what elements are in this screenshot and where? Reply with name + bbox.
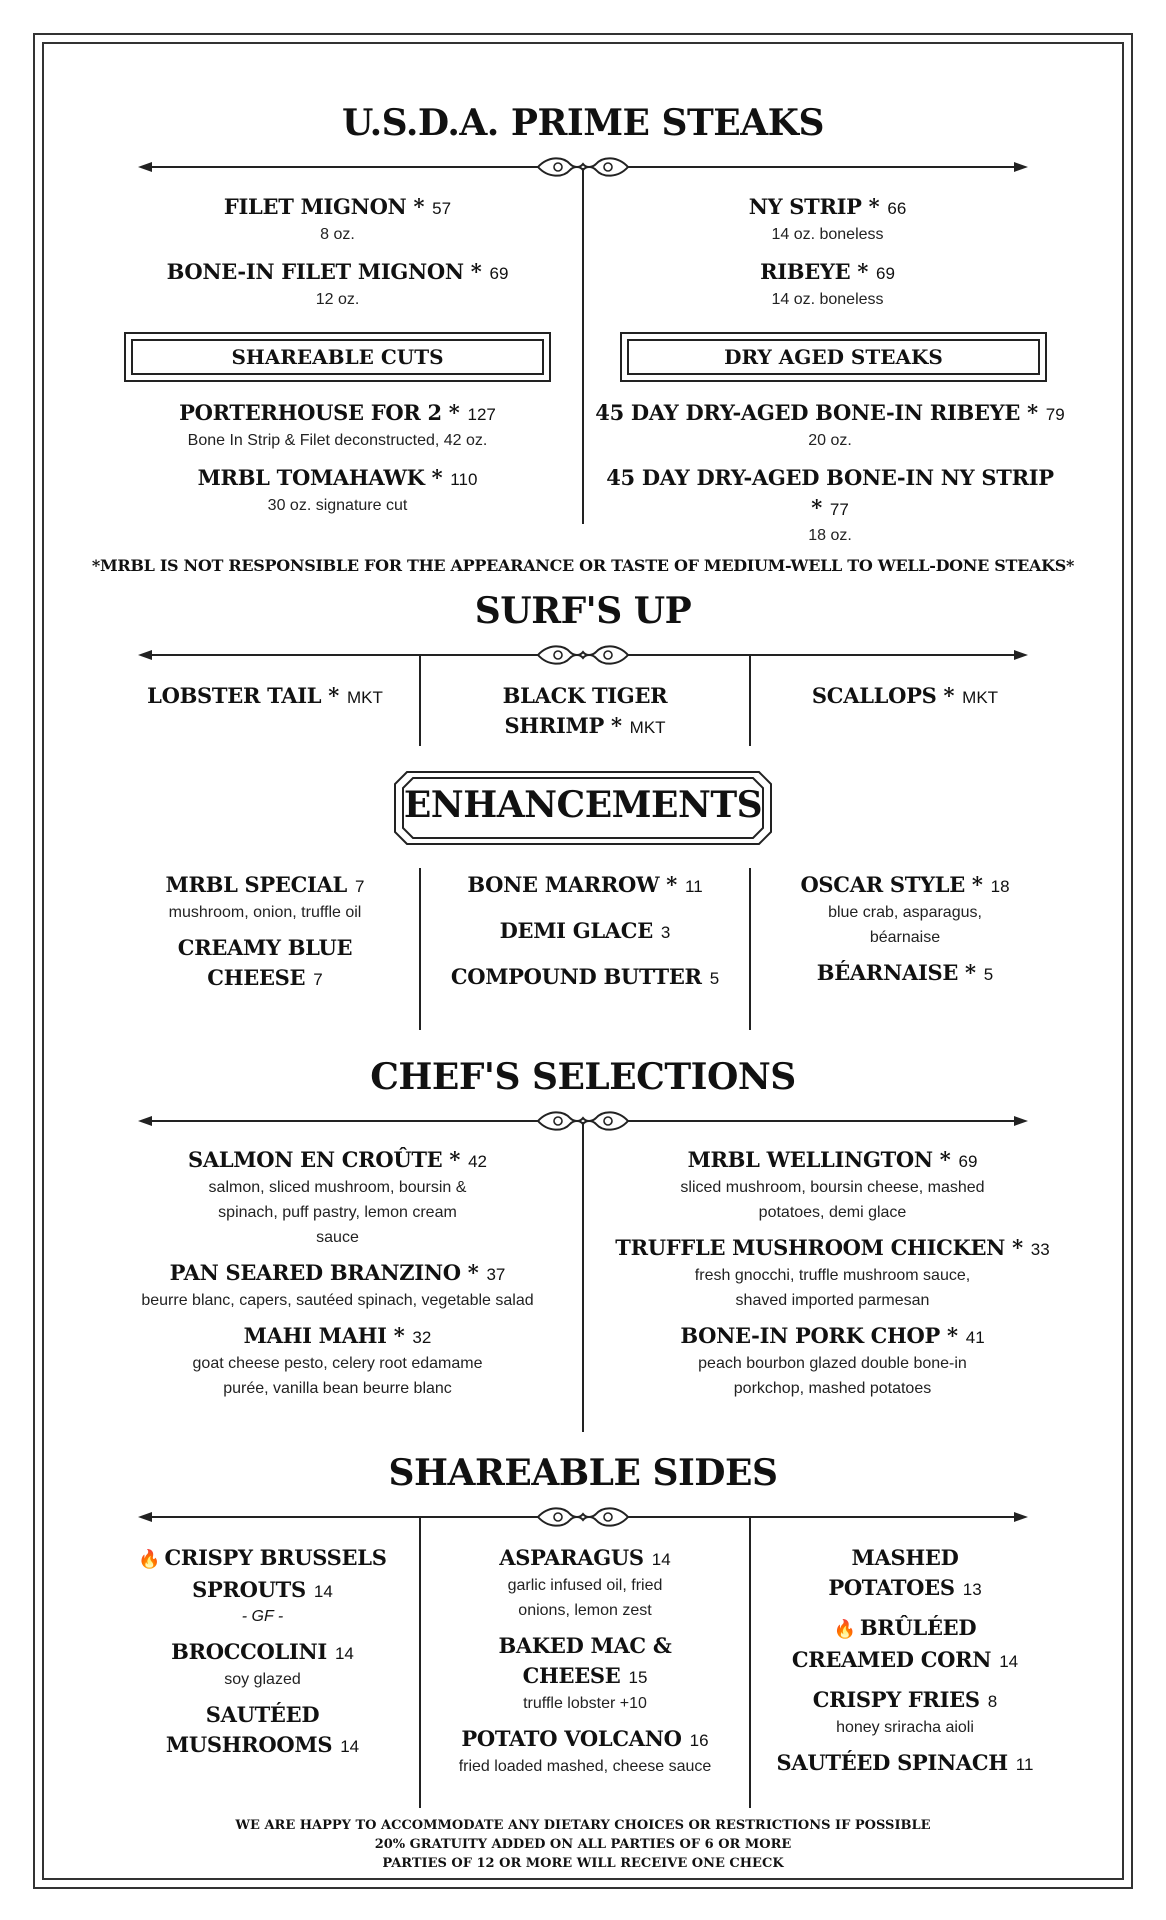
item-desc: peach bourbon glazed double bone-in xyxy=(698,1355,967,1372)
chef-left-column xyxy=(105,1145,570,1409)
item-name: BROCCOLINI xyxy=(171,1639,327,1664)
item-name: BLACK TIGER xyxy=(502,683,668,708)
footer-line: PARTIES OF 12 OR MORE WILL RECEIVE ONE CHECK xyxy=(382,1856,784,1871)
footer-line: WE ARE HAPPY TO ACCOMMODATE ANY DIETARY CHOICES OR RESTRICTIONS IF POSSIBLE xyxy=(235,1818,931,1833)
item-name: 🔥 CRISPY BRUSSELS xyxy=(138,1545,387,1570)
menu-item xyxy=(105,1258,570,1313)
dry-aged-label: DRY AGED STEAKS xyxy=(620,332,1047,382)
item-price: 14 xyxy=(340,1737,360,1756)
column-divider xyxy=(749,868,751,1030)
item-name: POTATO VOLCANO xyxy=(461,1726,682,1751)
menu-item xyxy=(590,463,1070,548)
menu-item xyxy=(600,1233,1065,1313)
item-name: ASPARAGUS xyxy=(499,1545,644,1570)
item-name: PAN SEARED BRANZINO * xyxy=(169,1260,479,1285)
item-price: MKT xyxy=(346,688,383,707)
item-desc: shaved imported parmesan xyxy=(735,1292,930,1309)
flame-icon: 🔥 xyxy=(138,1549,161,1570)
item-price: 66 xyxy=(887,199,907,218)
item-desc: 14 oz. boneless xyxy=(771,226,884,243)
steaks-left-column xyxy=(110,192,565,322)
item-desc: purée, vanilla bean beurre blanc xyxy=(223,1380,452,1397)
steaks-title: U.S.D.A. PRIME STEAKS xyxy=(342,102,824,144)
item-name: FILET MIGNON * xyxy=(223,194,425,219)
item-name: MRBL WELLINGTON * xyxy=(687,1147,951,1172)
menu-item xyxy=(760,958,1050,988)
item-desc: fresh gnocchi, truffle mushroom sauce, xyxy=(694,1267,971,1284)
menu-item xyxy=(600,192,1055,247)
item-price: 69 xyxy=(958,1152,978,1171)
item-price: 41 xyxy=(965,1328,985,1347)
item-price: 18 xyxy=(990,877,1010,896)
item-desc: Bone In Strip & Filet deconstructed, 42 oz. xyxy=(187,432,488,449)
shareable-cuts-label: SHAREABLE CUTS xyxy=(124,332,551,382)
item-desc: beurre blanc, capers, sautéed spinach, vegetable salad xyxy=(141,1292,534,1309)
item-desc: porkchop, mashed potatoes xyxy=(733,1380,932,1397)
menu-item xyxy=(600,1321,1065,1401)
enhancements-left-column xyxy=(120,870,410,993)
item-name: COMPOUND BUTTER xyxy=(450,964,702,989)
enhancements-middle-column xyxy=(430,870,740,992)
item-price: 14 xyxy=(313,1582,333,1601)
item-name: BONE-IN PORK CHOP * xyxy=(680,1323,958,1348)
item-name: CREAMY BLUE xyxy=(177,935,353,960)
menu-item xyxy=(115,1543,410,1629)
item-desc: spinach, puff pastry, lemon cream xyxy=(218,1204,457,1221)
item-desc: potatoes, demi glace xyxy=(758,1204,907,1221)
menu-item xyxy=(110,257,565,312)
item-price: 69 xyxy=(876,264,895,283)
item-desc: béarnaise xyxy=(869,929,941,946)
item-price: 15 xyxy=(628,1668,648,1687)
column-divider xyxy=(749,1518,751,1808)
menu-item xyxy=(110,463,565,518)
item-name: LOBSTER TAIL * xyxy=(147,683,339,708)
item-price: 42 xyxy=(468,1152,487,1171)
shareable-cuts-column xyxy=(110,398,565,528)
item-price: 7 xyxy=(355,877,365,896)
item-desc: onions, lemon zest xyxy=(518,1602,652,1619)
item-price: 13 xyxy=(962,1580,982,1599)
item-name: CHEESE xyxy=(207,965,306,990)
item-name: MAHI MAHI * xyxy=(243,1323,405,1348)
item-name: SPROUTS xyxy=(192,1577,306,1602)
column-divider xyxy=(419,868,421,1030)
item-price: 5 xyxy=(709,969,720,988)
column-divider xyxy=(582,168,584,524)
menu-item xyxy=(110,398,565,453)
item-name: PORTERHOUSE FOR 2 * xyxy=(179,400,460,425)
item-name: BAKED MAC & xyxy=(498,1633,672,1658)
gf-note: - GF - xyxy=(241,1608,284,1625)
item-price: 127 xyxy=(467,405,496,424)
item-price: 14 xyxy=(334,1644,354,1663)
item-name: MUSHROOMS xyxy=(165,1732,333,1757)
item-price: 11 xyxy=(685,877,703,896)
item-price: 14 xyxy=(651,1550,671,1569)
item-desc: 18 oz. xyxy=(808,527,852,544)
steak-disclaimer: *MRBL IS NOT RESPONSIBLE FOR THE APPEARANCE OR TASTE OF MEDIUM-WELL TO WELL-DONE STEAKS* xyxy=(91,556,1075,575)
item-name: 🔥 BRÛLÉED xyxy=(833,1615,977,1640)
menu-item xyxy=(760,1613,1050,1675)
column-divider xyxy=(582,1122,584,1432)
item-name: 45 DAY DRY-AGED BONE-IN RIBEYE * xyxy=(595,400,1038,425)
item-desc: 30 oz. signature cut xyxy=(267,497,408,514)
item-name: BONE-IN FILET MIGNON * xyxy=(166,259,482,284)
item-desc: goat cheese pesto, celery root edamame xyxy=(192,1355,483,1372)
menu-item xyxy=(105,1145,570,1250)
item-price: 79 xyxy=(1045,405,1065,424)
item-desc: sauce xyxy=(316,1229,359,1246)
item-desc: 14 oz. boneless xyxy=(771,291,884,308)
item-price: 69 xyxy=(489,264,509,283)
menu-item xyxy=(760,1748,1050,1778)
sides-left-column xyxy=(115,1543,410,1760)
menu-item xyxy=(120,870,410,925)
item-name: BONE MARROW * xyxy=(467,872,677,897)
enhancements-title: ENHANCEMENTS xyxy=(403,784,763,826)
item-name: MRBL TOMAHAWK * xyxy=(197,465,443,490)
menu-item xyxy=(760,681,1050,711)
item-price: 11 xyxy=(1015,1755,1034,1774)
ornament-divider xyxy=(138,1502,1028,1532)
menu-item xyxy=(105,1321,570,1401)
menu-item xyxy=(430,870,740,900)
item-price: MKT xyxy=(629,718,666,737)
menu-item xyxy=(115,1700,410,1760)
menu-item xyxy=(120,933,410,993)
enhancements-right-column xyxy=(760,870,1050,988)
item-name: OSCAR STYLE * xyxy=(800,872,983,897)
column-divider xyxy=(419,1518,421,1808)
item-name: DEMI GLACE xyxy=(499,918,653,943)
menu-item xyxy=(760,870,1050,950)
item-desc: honey sriracha aioli xyxy=(836,1719,974,1736)
ornament-divider xyxy=(138,640,1028,670)
item-desc: sliced mushroom, boursin cheese, mashed xyxy=(680,1179,985,1196)
item-name: NY STRIP * xyxy=(748,194,880,219)
item-name: SAUTÉED xyxy=(205,1702,320,1727)
item-price: 16 xyxy=(689,1731,709,1750)
item-price: 33 xyxy=(1030,1240,1050,1259)
item-name: SALMON EN CROÛTE * xyxy=(187,1147,461,1172)
menu-item xyxy=(600,257,1055,312)
surf-title: SURF'S UP xyxy=(474,590,692,632)
item-name: CREAMED CORN xyxy=(791,1647,992,1672)
item-name: BÉARNAISE * xyxy=(816,960,976,985)
column-divider xyxy=(749,656,751,746)
item-name: SHRIMP * xyxy=(504,713,622,738)
menu-item xyxy=(430,916,740,946)
dry-aged-column xyxy=(590,398,1070,558)
item-name: TRUFFLE MUSHROOM CHICKEN * xyxy=(615,1235,1023,1260)
menu-item xyxy=(760,1543,1050,1603)
item-desc: mushroom, onion, truffle oil xyxy=(168,904,362,921)
item-desc: blue crab, asparagus, xyxy=(828,904,982,921)
item-name: SCALLOPS * xyxy=(811,683,955,708)
menu-item xyxy=(115,1637,410,1692)
menu-item xyxy=(590,398,1070,453)
item-price: 110 xyxy=(450,470,478,489)
chef-right-column xyxy=(600,1145,1065,1409)
footer-notes xyxy=(0,1816,1166,1873)
item-desc: fried loaded mashed, cheese sauce xyxy=(458,1758,712,1775)
item-price: 7 xyxy=(313,970,323,989)
item-desc: salmon, sliced mushroom, boursin & xyxy=(208,1179,467,1196)
item-price: 57 xyxy=(432,199,452,218)
item-name: MASHED xyxy=(851,1545,959,1570)
chef-title: CHEF'S SELECTIONS xyxy=(370,1056,796,1098)
sides-right-column xyxy=(760,1543,1050,1778)
item-desc: soy glazed xyxy=(224,1671,301,1688)
flame-icon: 🔥 xyxy=(833,1619,856,1640)
item-name: CRISPY FRIES xyxy=(812,1687,980,1712)
sides-middle-column xyxy=(430,1543,740,1787)
menu-item xyxy=(430,1724,740,1779)
item-name: 45 DAY DRY-AGED BONE-IN NY STRIP * xyxy=(606,465,1054,520)
item-name: MRBL SPECIAL xyxy=(165,872,347,897)
menu-item xyxy=(430,1631,740,1716)
item-desc: 8 oz. xyxy=(320,226,355,243)
item-name: SAUTÉED SPINACH xyxy=(776,1750,1008,1775)
item-price: MKT xyxy=(962,688,999,707)
item-name: CHEESE xyxy=(522,1663,621,1688)
item-desc: truffle lobster +10 xyxy=(523,1695,647,1712)
column-divider xyxy=(419,656,421,746)
item-name: RIBEYE * xyxy=(760,259,868,284)
menu-item xyxy=(430,681,740,744)
item-desc: 20 oz. xyxy=(808,432,852,449)
item-price: 32 xyxy=(412,1328,432,1347)
sides-title: SHAREABLE SIDES xyxy=(388,1452,778,1494)
menu-item xyxy=(760,1685,1050,1740)
item-price: 37 xyxy=(486,1265,506,1284)
item-price: 3 xyxy=(660,923,671,942)
footer-line: 20% GRATUITY ADDED ON ALL PARTIES OF 6 OR MORE xyxy=(374,1837,792,1852)
item-price: 5 xyxy=(983,965,994,984)
steaks-right-column xyxy=(600,192,1055,322)
item-desc: 12 oz. xyxy=(315,291,360,308)
menu-item xyxy=(430,962,740,992)
item-name: POTATOES xyxy=(828,1575,955,1600)
item-desc: garlic infused oil, fried xyxy=(507,1577,663,1594)
item-price: 14 xyxy=(999,1652,1019,1671)
menu-item xyxy=(600,1145,1065,1225)
menu-item xyxy=(110,192,565,247)
menu-item xyxy=(120,681,410,711)
item-price: 8 xyxy=(987,1692,998,1711)
menu-item xyxy=(430,1543,740,1623)
item-price: 77 xyxy=(829,500,849,519)
